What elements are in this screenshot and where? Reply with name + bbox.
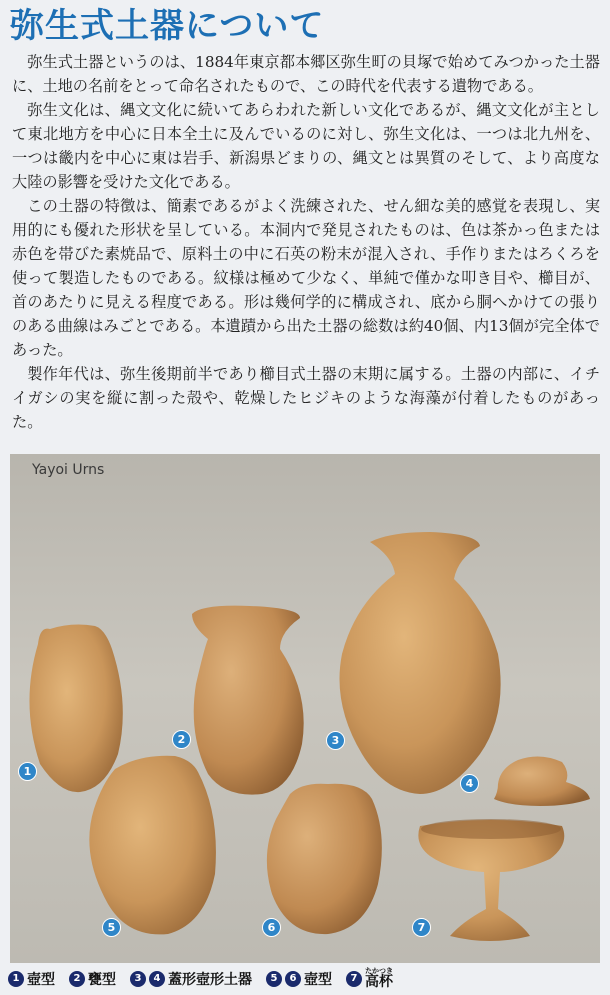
paragraph: 弥生式土器というのは、1884年東京都本郷区弥生町の貝塚で始めてみつかった土器に、土地の名前をとって命名されたもので、この時代を代表する遺物である。 bbox=[12, 53, 600, 95]
legend-label: 蓋形壺形土器 bbox=[168, 972, 252, 988]
badge-1: 1 bbox=[18, 762, 37, 781]
badge-5: 5 bbox=[102, 918, 121, 937]
badge-2: 2 bbox=[172, 730, 191, 749]
page-title: 弥生式土器について bbox=[10, 6, 325, 46]
legend-num: 5 bbox=[266, 971, 282, 987]
pottery-photo bbox=[10, 454, 600, 963]
badge-7: 7 bbox=[412, 918, 431, 937]
pottery-illustration bbox=[10, 454, 600, 963]
pot-4 bbox=[494, 756, 590, 806]
legend-label-ruby bbox=[365, 967, 393, 991]
legend-label: 壺型 bbox=[304, 972, 332, 988]
legend-num: 6 bbox=[285, 971, 301, 987]
legend-num: 2 bbox=[69, 971, 85, 987]
article-body bbox=[12, 50, 600, 434]
pot-7-rim bbox=[421, 819, 561, 839]
legend-label: 甕型 bbox=[88, 972, 116, 988]
photo-caption: Yayoi Urns bbox=[32, 462, 105, 478]
paragraph: この土器の特徴は、簡素であるがよく洗練された、せん細な美的感覚を表現し、実用的にも優れた形状を呈している。本洞内で発見されたものは、色は茶かっ色または赤色を帯びた素焼品で、原料土の中に石英の粉末が混入され、手作りまたはろくろを使って製造したものである。紋様は極めて少なく、単純で僅かな叩き目や、櫛目が、首のあたりに見える程度である。形は幾何学的に構成され、底から胴へかけての張りのある曲線はみごとである。本遺蹟から出た土器の総数は約40個、内13個が完全体であった。 bbox=[12, 197, 600, 359]
pot-1 bbox=[29, 625, 122, 793]
legend bbox=[8, 966, 393, 992]
pot-2 bbox=[192, 606, 304, 795]
legend-furigana: たかつき bbox=[365, 967, 393, 975]
pot-6 bbox=[267, 784, 382, 934]
badge-6: 6 bbox=[262, 918, 281, 937]
legend-num: 7 bbox=[346, 971, 362, 987]
badge-3: 3 bbox=[326, 731, 345, 750]
paragraph: 弥生文化は、縄文文化に続いてあらわれた新しい文化であるが、縄文文化が主として東北地方を中心に日本全土に及んでいるのに対し、弥生文化は、一つは北九州を、一つは畿内を中心に東は岩手、新潟県どまりの、縄文とは異質のそして、より高度な大陸の影響を受けた文化である。 bbox=[12, 101, 600, 191]
legend-num: 4 bbox=[149, 971, 165, 987]
paragraph: 製作年代は、弥生後期前半であり櫛目式土器の末期に属する。土器の内部に、イチイガシの実を縦に割った殻や、乾燥したヒジキのような海藻が付着したものがあった。 bbox=[12, 365, 600, 431]
legend-num: 1 bbox=[8, 971, 24, 987]
pot-5 bbox=[89, 756, 216, 935]
legend-label: 高杯 bbox=[365, 974, 393, 990]
legend-label: 壺型 bbox=[27, 972, 55, 988]
pot-3 bbox=[340, 532, 501, 794]
legend-num: 3 bbox=[130, 971, 146, 987]
badge-4: 4 bbox=[460, 774, 479, 793]
